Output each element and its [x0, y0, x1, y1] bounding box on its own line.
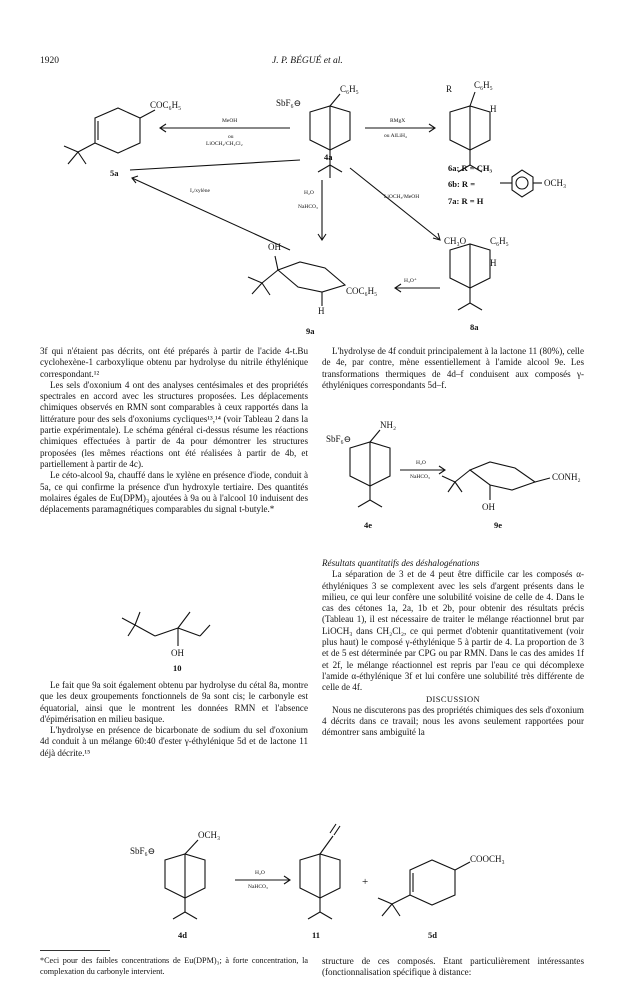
section-heading-resultats: Résultats quantitatifs des déshalogénations	[322, 558, 480, 568]
scheme2-arrow-nahco3: NaHCO₃	[248, 884, 268, 890]
compound-label-5d: 5d	[428, 930, 437, 940]
running-head: J. P. BÉGUÉ et al.	[272, 56, 343, 66]
arrow-label-rmgx: RMgX	[390, 118, 406, 124]
scheme1-6-r: R	[446, 84, 453, 94]
compound-label-4d: 4d	[178, 930, 187, 940]
compound-label-9a: 9a	[306, 326, 315, 336]
right-column	[322, 346, 584, 391]
scheme1-5a-substituent: COC₆H₅	[150, 100, 182, 110]
scheme1-8a-c6h5: C₆H₅	[490, 236, 509, 246]
arrow-label-h3o: H₃O⁺	[404, 278, 417, 284]
footnote-rule	[40, 950, 110, 951]
compound-label-8a: 8a	[470, 322, 479, 332]
right-para-1: L'hydrolyse de 4f conduit principalement à la lactone 11 (80%), celle de 4e, par contre, mène essentiellement à l'amide alcool 9e. Les transformations thermiques de 4d–f conduisent aux composés γ-éthyléniques correspondants 5d–f.	[322, 346, 584, 390]
compound-label-10: 10	[173, 663, 182, 673]
bottom-right-text: structure de ces composés. Etant particulièrement intéressantes (fonctionnalisation spécifique à distance:	[322, 956, 584, 978]
left-para-5: L'hydrolyse en présence de bicarbonate de sodium du sel d'oxonium 4d conduit à un mélange 60:40 d'ester γ-éthylénique 5d et de lactone 11 déjà décrite.¹⁵	[40, 725, 308, 758]
scheme2-plus: +	[362, 876, 369, 888]
right-column-lower	[322, 558, 584, 739]
scheme1-8a-ch3o: CH₃O	[444, 236, 467, 246]
left-para-3: Le céto-alcool 9a, chauffé dans le xylène en présence d'iode, conduit à 5a, ce qui confirme la présence d'un hydroxyle tertiaire. Des quantités molaires égales de Eu(DPM)₃ ajoutées à 9a ou à l'alcool 10 induisent des déplacements paramagnétiques comparables du signal t-butyle.*	[40, 470, 308, 515]
compound-10-oh: OH	[171, 648, 184, 658]
scheme1-4a-sbf6: SbF₆⊖	[276, 98, 302, 108]
scheme-9e-conh2: CONH₂	[552, 472, 581, 482]
definition-7a: 7a: R = H	[448, 196, 484, 206]
compound-label-9e: 9e	[494, 520, 503, 530]
right-para-2: La séparation de 3 et de 4 peut être difficile car les composés α-éthyléniques 3 se complexent avec les sels d'argent présents dans le milieu, ce qui leur confère une solubilité voisine de celle de 4. Dans le cas des cétones 1a, 2a, 1b et 2b, pour obtenir des résultats précis (Tableau 1), il est nécessaire de traiter le mélange réactionnel brut par LiOCH₃ dans CH₂Cl₂, ce qui permet d'obtenir quantitativement (voir plus haut) le composé γ-éthylénique 5 à partir de 4. La proportion de 3 et de 5 est déterminée par CPG ou par RMN. Dans le cas des amides 1f et 2f, le mélange réactionnel est repris par l'eau ce qui décomplexe l'amide α-éthylénique 3f et lui confère une solubilité très différente de celle de 4f.	[322, 569, 584, 693]
arrow-label-h2o: H₂O	[304, 190, 314, 196]
scheme1-4a-c6h5: C₆H₅	[340, 84, 359, 94]
scheme-9e-oh: OH	[482, 502, 495, 512]
right-para-3: Nous ne discuterons pas des propriétés chimiques des sels d'oxonium 4 décrits dans ce travail; nous les avons seulement rapportées pour démontrer sans ambiguïté la	[322, 704, 584, 738]
scheme2-5d-cooch3: COOCH₃	[470, 854, 505, 864]
footnote: *Ceci pour des faibles concentrations de Eu(DPM)₃; à forte concentration, la complexation du carbonyle intervient.	[40, 956, 308, 976]
definition-6b-och3: OCH₃	[544, 178, 567, 188]
left-para-4: Le fait que 9a soit également obtenu par hydrolyse du cétal 8a, montre que les deux groupements fonctionnels de 9a sont cis; le carbonyle est équatorial, ainsi que le montrent les données RMN et l'absence d'épimérisation en milieu basique.	[40, 680, 308, 724]
scheme1-8a-h: H	[490, 258, 497, 268]
scheme-4e-nh2: NH₂	[380, 420, 397, 430]
scheme1-9a-coc6h5: COC₆H₅	[346, 286, 378, 296]
definition-6b: 6b: R =	[448, 179, 476, 189]
arrow-label-alh4: ou AlLiH₄	[384, 133, 407, 139]
scheme-1-drawing	[0, 0, 623, 340]
left-para-2: Les sels d'oxonium 4 ont des analyses centésimales et des propriétés spectrales en accord avec les structures proposées. Les déplacements chimiques observés en RMN sont comparables à ceux rapportés dans la littérature pour des sels d'oxoniums cycliques¹³,¹⁴ (voir Tableau 2 dans la partie expérimentale). Le schéma général ci-dessus résume les réactions chimiques effectuées à partir de 4a pour démontrer les structures proposées (les mêmes réactions ont été réalisées à partir de 4b, et partiellement à partir de 4c).	[40, 379, 308, 469]
scheme2-4d-sbf6: SbF₆⊖	[130, 846, 156, 856]
scheme-4e-arrow-h2o: H₂O	[416, 460, 426, 466]
scheme1-9a-oh: OH	[268, 242, 281, 252]
scheme1-6-c6h5: C₆H₅	[474, 80, 493, 90]
arrow-label-lioch3-meoh: LiOCH₃/MeOH	[384, 194, 420, 200]
scheme1-6-h: H	[490, 104, 497, 114]
scheme-4e-sbf6: SbF₆⊖	[326, 434, 352, 444]
scheme-4e-arrow-nahco3: NaHCO₃	[410, 474, 430, 480]
arrow-label-i2-xylene: I₂/xylène	[190, 188, 210, 194]
section-heading-discussion: DISCUSSION	[425, 693, 481, 704]
arrow-label-ou: ou	[228, 134, 234, 140]
scheme1-9a-h: H	[318, 306, 325, 316]
left-column	[40, 346, 308, 515]
compound-label-4e: 4e	[364, 520, 373, 530]
arrow-label-lioch3-ch2cl2: LiOCH₂/CH₂Cl₂	[206, 141, 243, 147]
definition-6a: 6a: R = CH₃	[448, 163, 492, 173]
compound-label-5a: 5a	[110, 168, 119, 178]
scheme2-4d-och3: OCH₃	[198, 830, 221, 840]
scheme2-arrow-h2o: H₂O	[255, 870, 265, 876]
left-column-lower	[40, 680, 308, 759]
left-para-1: 3f qui n'étaient pas décrits, ont été préparés à partir de l'acide 4-t.Bu cyclohexène-1 carboxylique obtenu par hydrolyse du nitrile éthylénique correspondant.¹²	[40, 346, 308, 379]
compound-label-4a: 4a	[324, 152, 333, 162]
compound-label-11: 11	[312, 930, 321, 940]
arrow-label-meoh: MeOH	[222, 118, 238, 124]
page-number: 1920	[40, 56, 59, 66]
arrow-label-nahco3: NaHCO₃	[298, 204, 318, 210]
